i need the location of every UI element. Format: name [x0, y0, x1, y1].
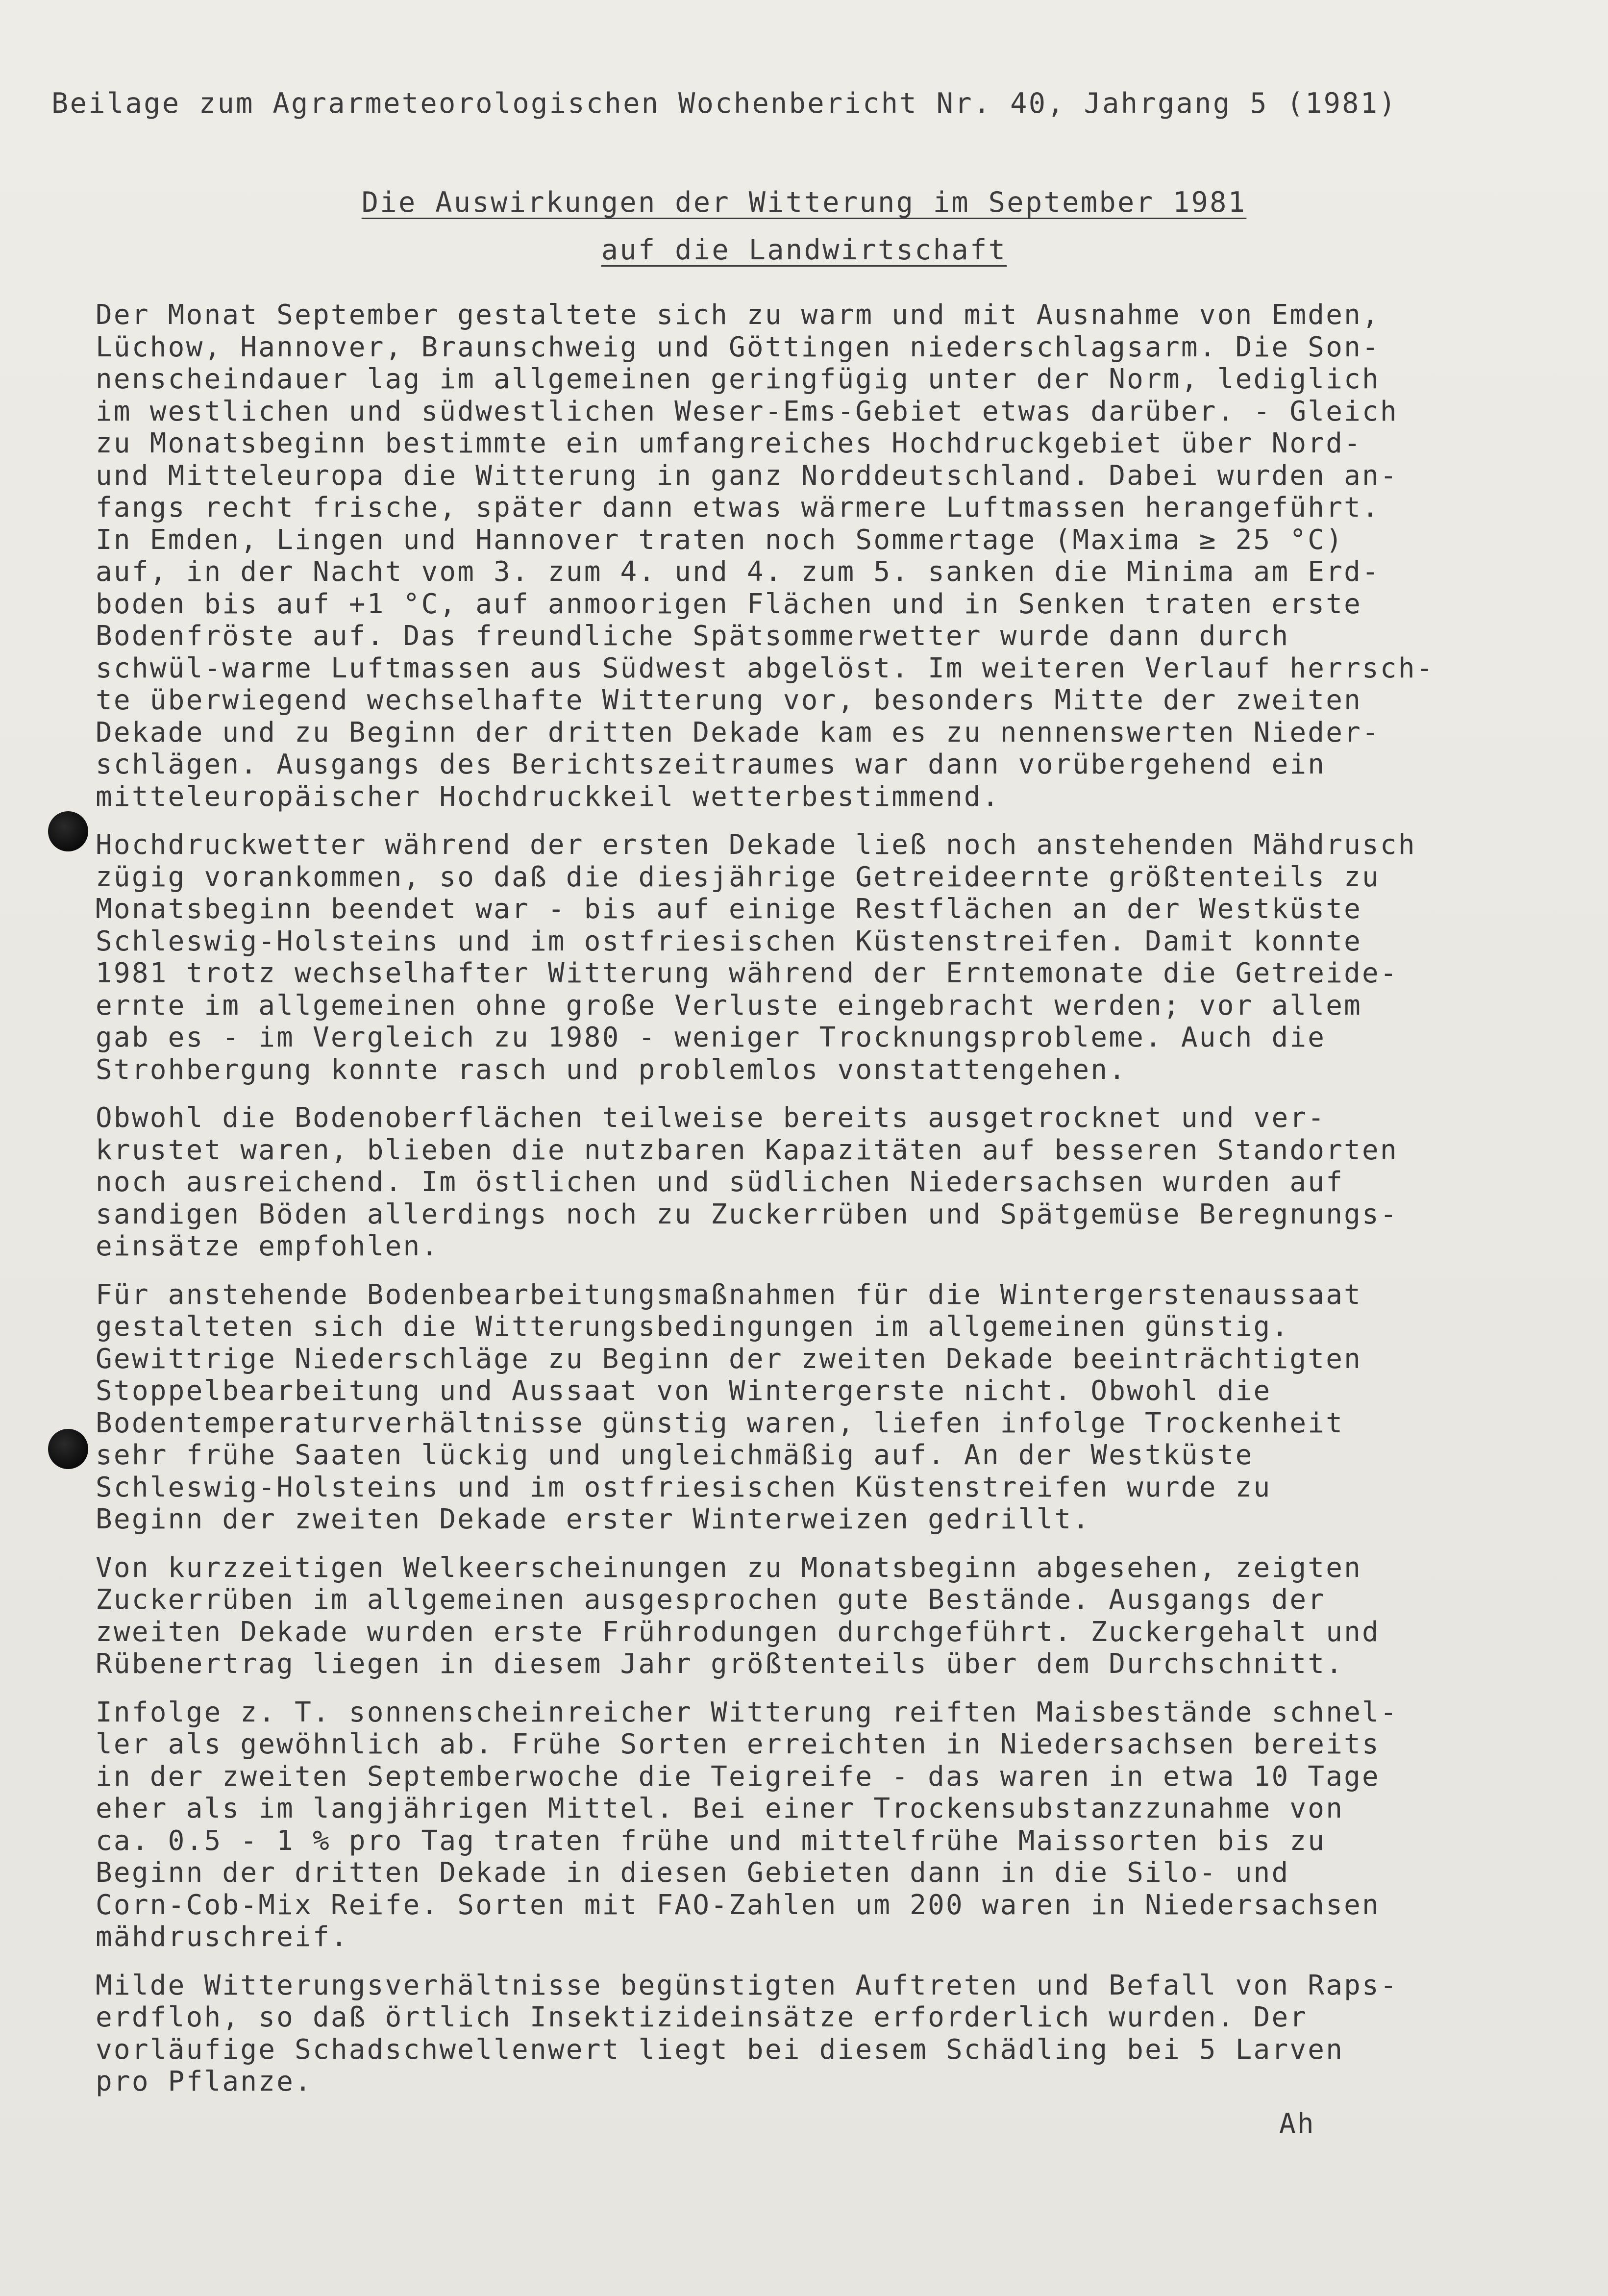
- document-title-line-1: [0, 186, 1608, 219]
- text-line: ler als gewöhnlich ab. Frühe Sorten erreichten in Niedersachsen bereits: [96, 1728, 1380, 1760]
- text-line: Schleswig-Holsteins und im ostfriesischen Küstenstreifen wurde zu: [96, 1471, 1272, 1503]
- text-line: Für anstehende Bodenbearbeitungsmaßnahmen für die Wintergerstenaussaat: [96, 1278, 1362, 1311]
- text-line: in der zweiten Septemberwoche die Teigreife - das waren in etwa 10 Tage: [96, 1760, 1380, 1793]
- text-line: sehr frühe Saaten lückig und ungleichmäßig auf. An der Westküste: [96, 1439, 1254, 1471]
- text-line: Bodentemperaturverhältnisse günstig waren, liefen infolge Trockenheit: [96, 1407, 1344, 1439]
- text-line: zügig vorankommen, so daß die diesjährige Getreideernte größtenteils zu: [96, 861, 1380, 893]
- paragraph: [96, 1697, 1556, 1953]
- text-line: Der Monat September gestaltete sich zu warm und mit Ausnahme von Emden,: [96, 299, 1380, 331]
- title-line-1-text: Die Auswirkungen der Witterung im September 1981: [361, 186, 1247, 219]
- text-line: Dekade und zu Beginn der dritten Dekade kam es zu nennenswerten Nieder-: [96, 716, 1380, 749]
- text-line: boden bis auf +1 °C, auf anmoorigen Flächen und in Senken traten erste: [96, 588, 1362, 620]
- paragraph: [96, 1552, 1556, 1680]
- text-line: 1981 trotz wechselhafter Witterung während der Erntemonate die Getreide-: [96, 957, 1398, 989]
- text-line: zu Monatsbeginn bestimmte ein umfangreiches Hochdruckgebiet über Nord-: [96, 427, 1362, 459]
- title-line-2-text: auf die Landwirtschaft: [601, 234, 1007, 266]
- text-line: gestalteten sich die Witterungsbedingungen im allgemeinen günstig.: [96, 1311, 1290, 1343]
- text-line: Rübenertrag liegen in diesem Jahr größtenteils über dem Durchschnitt.: [96, 1648, 1344, 1680]
- text-line: Gewittrige Niederschläge zu Beginn der zweiten Dekade beeinträchtigten: [96, 1343, 1362, 1375]
- text-line: ernte im allgemeinen ohne große Verluste eingebracht werden; vor allem: [96, 989, 1362, 1022]
- text-line: Strohbergung konnte rasch und problemlos vonstattengehen.: [96, 1053, 1127, 1086]
- text-line: Schleswig-Holsteins und im ostfriesischen Küstenstreifen. Damit konnte: [96, 925, 1362, 957]
- paragraph: [96, 829, 1556, 1086]
- text-line: In Emden, Lingen und Hannover traten noch Sommertage (Maxima ≥ 25 °C): [96, 524, 1344, 556]
- text-line: Beginn der dritten Dekade in diesen Gebieten dann in die Silo- und: [96, 1857, 1290, 1889]
- text-line: Zuckerrüben im allgemeinen ausgesprochen gute Bestände. Ausgangs der: [96, 1584, 1326, 1616]
- text-line: schwül-warme Luftmassen aus Südwest abgelöst. Im weiteren Verlauf herrsch-: [96, 652, 1435, 684]
- text-line: gab es - im Vergleich zu 1980 - weniger Trocknungsprobleme. Auch die: [96, 1022, 1326, 1053]
- text-line: Infolge z. T. sonnenscheinreicher Witterung reiften Maisbestände schnel-: [96, 1696, 1398, 1728]
- document-body: [96, 299, 1556, 2114]
- text-line: schlägen. Ausgangs des Berichtszeitraumes war dann vorübergehend ein: [96, 749, 1326, 780]
- text-line: sandigen Böden allerdings noch zu Zuckerrüben und Spätgemüse Beregnungs-: [96, 1198, 1398, 1230]
- text-line: Corn-Cob-Mix Reife. Sorten mit FAO-Zahlen um 200 waren in Niedersachsen: [96, 1889, 1380, 1921]
- text-line: Von kurzzeitigen Welkeerscheinungen zu Monatsbeginn abgesehen, zeigten: [96, 1551, 1362, 1584]
- text-line: Bodenfröste auf. Das freundliche Spätsommerwetter wurde dann durch: [96, 620, 1290, 652]
- text-line: Monatsbeginn beendet war - bis auf einige Restflächen an der Westküste: [96, 893, 1362, 925]
- punch-hole: [48, 811, 88, 851]
- text-line: noch ausreichend. Im östlichen und südlichen Niedersachsen wurden auf: [96, 1166, 1344, 1198]
- paragraph: [96, 1279, 1556, 1536]
- text-line: im westlichen und südwestlichen Weser-Ems-Gebiet etwas darüber. - Gleich: [96, 395, 1398, 427]
- text-line: Beginn der zweiten Dekade erster Winterweizen gedrillt.: [96, 1503, 1091, 1535]
- author-initials: Ah: [1279, 2108, 1315, 2140]
- text-line: vorläufige Schadschwellenwert liegt bei diesem Schädling bei 5 Larven: [96, 2033, 1344, 2066]
- text-line: ca. 0.5 - 1 % pro Tag traten frühe und mittelfrühe Maissorten bis zu: [96, 1824, 1326, 1857]
- document-header: Beilage zum Agrarmeteorologischen Wochenbericht Nr. 40, Jahrgang 5 (1981): [51, 87, 1398, 120]
- paragraph: [96, 1102, 1556, 1263]
- paragraph: [96, 299, 1556, 813]
- text-line: Obwohl die Bodenoberflächen teilweise bereits ausgetrocknet und ver-: [96, 1102, 1326, 1134]
- paragraph: [96, 1970, 1556, 2098]
- text-line: mitteleuropäischer Hochdruckkeil wetterbestimmend.: [96, 780, 1000, 813]
- text-line: erdfloh, so daß örtlich Insektizideinsätze erforderlich wurden. Der: [96, 2001, 1308, 2033]
- text-line: fangs recht frische, später dann etwas wärmere Luftmassen herangeführt.: [96, 492, 1380, 524]
- text-line: Hochdruckwetter während der ersten Dekade ließ noch anstehenden Mähdrusch: [96, 829, 1416, 861]
- text-line: krustet waren, blieben die nutzbaren Kapazitäten auf besseren Standorten: [96, 1134, 1398, 1166]
- text-line: Milde Witterungsverhältnisse begünstigten Auftreten und Befall von Raps-: [96, 1969, 1398, 2001]
- text-line: mähdruschreif.: [96, 1921, 349, 1953]
- text-line: eher als im langjährigen Mittel. Bei einer Trockensubstanzzunahme von: [96, 1793, 1344, 1824]
- text-line: Stoppelbearbeitung und Aussaat von Wintergerste nicht. Obwohl die: [96, 1375, 1272, 1407]
- text-line: zweiten Dekade wurden erste Frührodungen durchgeführt. Zuckergehalt und: [96, 1616, 1380, 1648]
- text-line: Lüchow, Hannover, Braunschweig und Göttingen niederschlagsarm. Die Son-: [96, 331, 1380, 363]
- document-title-line-2: [0, 234, 1608, 266]
- text-line: einsätze empfohlen.: [96, 1230, 440, 1262]
- punch-hole: [48, 1429, 88, 1469]
- text-line: nenscheindauer lag im allgemeinen geringfügig unter der Norm, lediglich: [96, 363, 1380, 395]
- text-line: pro Pflanze.: [96, 2066, 313, 2097]
- text-line: te überwiegend wechselhafte Witterung vor, besonders Mitte der zweiten: [96, 684, 1362, 716]
- text-line: und Mitteleuropa die Witterung in ganz Norddeutschland. Dabei wurden an-: [96, 459, 1398, 492]
- text-line: auf, in der Nacht vom 3. zum 4. und 4. zum 5. sanken die Minima am Erd-: [96, 556, 1380, 588]
